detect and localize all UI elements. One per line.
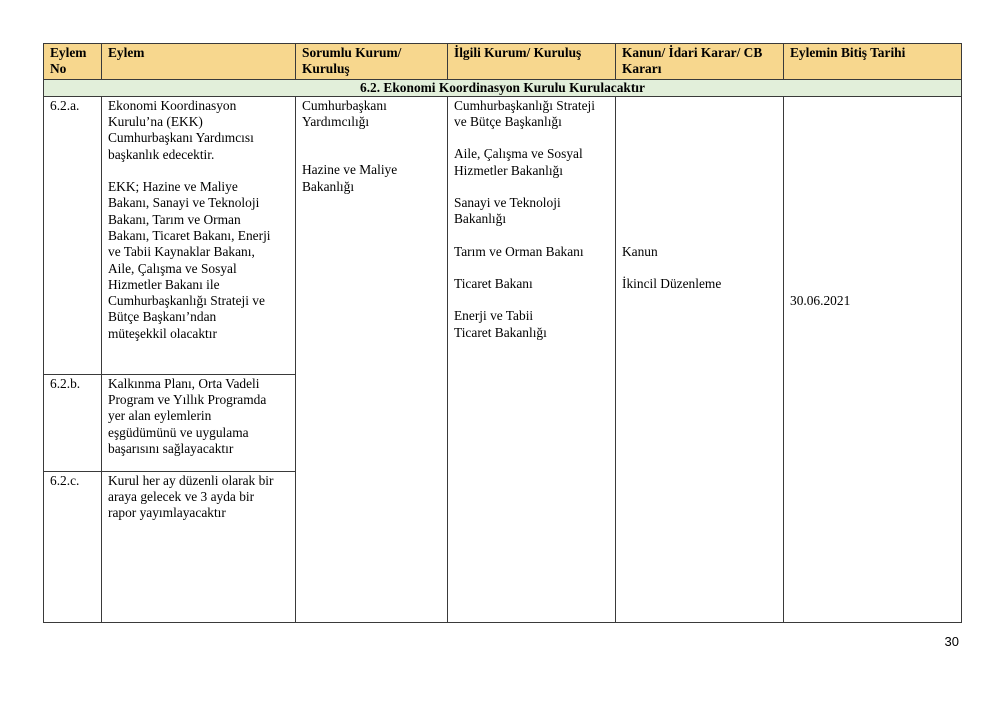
sorumlu-item: Cumhurbaşkanı Yardımcılığı [302,97,387,130]
header-kanun-karar: Kanun/ İdari Karar/ CB Kararı [616,44,784,80]
bitis-tarihi [784,96,962,622]
header-eylem: Eylem [102,44,296,80]
eylem-no: 6.2.c. [44,471,102,622]
eylem-text [102,96,296,374]
eylem-no: 6.2.a. [44,96,102,374]
ilgili-kurum [448,96,616,622]
kanun-karar [616,96,784,622]
ilgili-item: Cumhurbaşkanlığı Strateji ve Bütçe Başkanlığı [454,97,595,130]
header-sorumlu-kurum: Sorumlu Kurum/ Kuruluş [296,44,448,80]
header-row [44,44,962,80]
ilgili-item: Enerji ve Tabii Ticaret Bakanlığı [454,308,547,340]
eylem-paragraph: Ekonomi Koordinasyon Kurulu’na (EKK) Cumhurbaşkanı Yardımcısı başkanlık edecektir. [108,97,254,162]
header-eylem-no: Eylem No [44,44,102,80]
kanun-item: Kanun [622,243,658,259]
eylem-no: 6.2.b. [44,374,102,471]
eylem-paragraph: EKK; Hazine ve Maliye Bakanı, Sanayi ve Teknoloji Bakanı, Tarım ve Orman Bakanı, Ticaret Bakanı, Enerji ve Tabii Kaynaklar Bakanı, Aile, Çalışma ve Sosyal Hizmetler Bakanı ile Cumhurbaşkanlığı Strateji ve Bütçe Başkanı’ndan müteşekkil olacaktır [108,179,271,341]
eylem-text: Kurul her ay düzenli olarak bir araya gelecek ve 3 ayda bir rapor yayımlayacaktır [102,471,296,622]
sorumlu-item: Hazine ve Maliye Bakanlığı [302,162,398,194]
ilgili-item: Tarım ve Orman Bakanı [454,243,584,259]
action-plan-table [43,43,962,623]
header-bitis-tarihi: Eylemin Bitiş Tarihi [784,44,962,80]
page-number: 30 [944,634,959,649]
eylem-text: Kalkınma Planı, Orta Vadeli Program ve Yıllık Programda yer alan eylemlerin eşgüdümünü ve uygulama başarısını sağlayacaktır [102,374,296,471]
ilgili-item: Ticaret Bakanı [454,275,533,291]
sorumlu-kurum [296,96,448,622]
bitis-tarihi-value: 30.06.2021 [790,292,851,308]
ilgili-item: Aile, Çalışma ve Sosyal Hizmetler Bakanlığı [454,146,583,178]
ilgili-item: Sanayi ve Teknoloji Bakanlığı [454,195,561,227]
table-row [44,96,962,374]
section-row [44,79,962,96]
kanun-item: İkincil Düzenleme [622,276,722,292]
section-title: 6.2. Ekonomi Koordinasyon Kurulu Kurulacaktır [44,79,962,96]
header-ilgili-kurum: İlgili Kurum/ Kuruluş [448,44,616,80]
